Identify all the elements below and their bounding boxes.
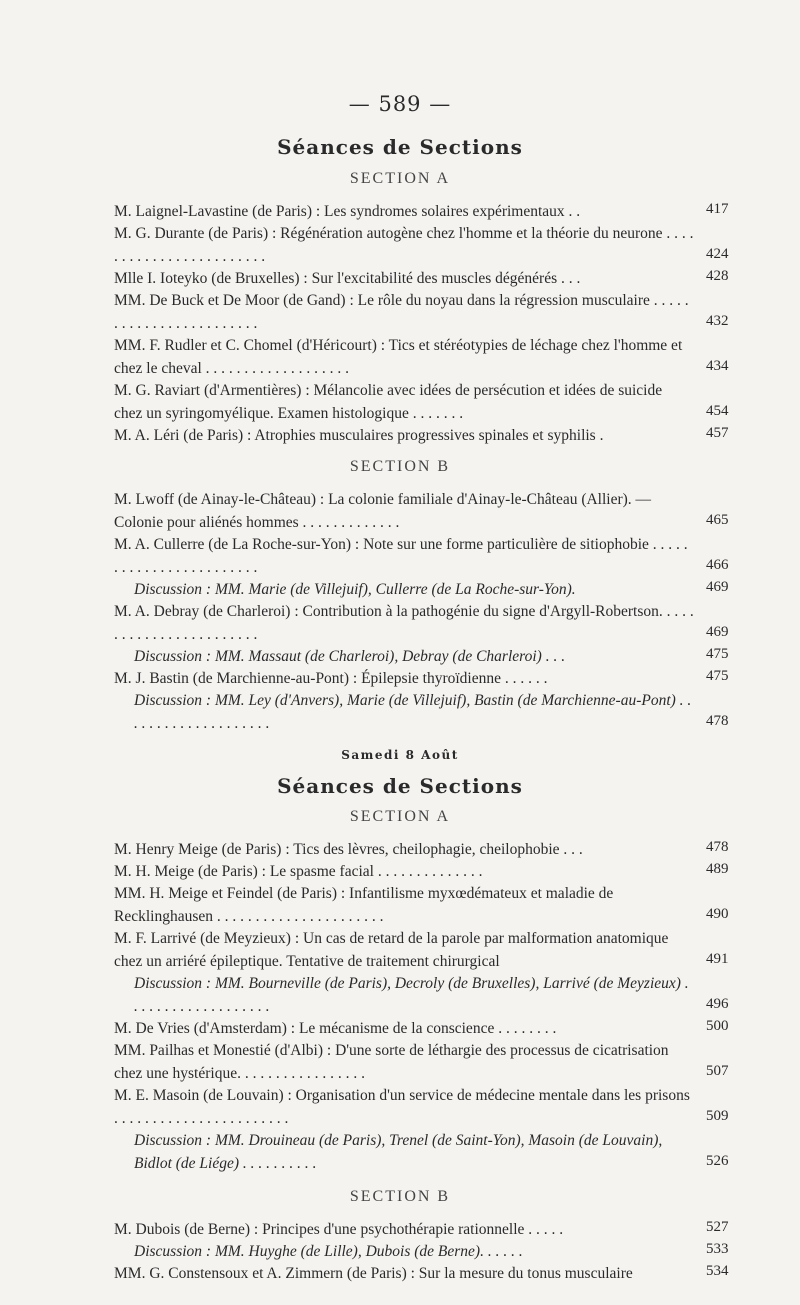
entry-b2-2: MM. G. Constensoux et A. Zimmern (de Paris) : Sur la mesure du tonus musculaire [114, 1265, 633, 1282]
section-a-title-1: SECTION A [349, 170, 451, 187]
entry-a2-7-page: 509 [706, 1108, 729, 1124]
entry-a1-4: MM. F. Rudler et C. Chomel (d'Héricourt) : Tics et stéréotypies de léchage chez l'homme et chez le cheval . . . . . . . . . . . . . . . . . . . [114, 337, 683, 377]
entry-a1-3: MM. De Buck et De Moor (de Gand) : Le rôle du noyau dans la régression musculaire . . . . . . . . . . . . . . . . . . . . . . . . [114, 292, 689, 332]
entry-b1-5: M. J. Bastin (de Marchienne-au-Pont) : Épilepsie thyroïdienne . . . . . . [114, 670, 548, 687]
entry-a1-5-page: 454 [706, 403, 729, 419]
entry-a1-1-page: 424 [706, 246, 729, 262]
entry-a2-0: M. Henry Meige (de Paris) : Tics des lèvres, cheilophagie, cheilophobie . . . [114, 841, 583, 858]
entry-b1-2-page: 469 [706, 579, 729, 595]
entry-b1-6-page: 478 [706, 713, 729, 729]
entry-a1-5: M. G. Raviart (d'Armentières) : Mélancolie avec idées de persécution et idées de suicide chez un syringomyélique. Examen histologique . . . . . . . [114, 382, 663, 422]
entry-b1-0-page: 465 [706, 512, 729, 528]
entry-b1-1-page: 466 [706, 557, 729, 573]
entry-b1-3: M. A. Debray (de Charleroi) : Contribution à la pathogénie du signe d'Argyll-Robertson. . . . . . . . . . . . . . . . . . . . . . . . [114, 603, 694, 643]
entry-a1-6: M. A. Léri (de Paris) : Atrophies musculaires progressives spinales et syphilis . [114, 427, 604, 444]
entry-a1-2-page: 428 [706, 268, 729, 284]
entry-b1-5-page: 475 [706, 668, 729, 684]
entry-a2-1: M. H. Meige (de Paris) : Le spasme facial . . . . . . . . . . . . . . [114, 863, 483, 880]
entry-a1-0: M. Laignel-Lavastine (de Paris) : Les syndromes solaires expérimentaux . . [114, 203, 581, 220]
heading-seances-1: Séances de Sections [277, 135, 523, 159]
entry-b2-2-page: 534 [706, 1263, 729, 1279]
entry-a2-4-discussion: Discussion : MM. Bourneville (de Paris), Decroly (de Bruxelles), Larrivé (de Meyzieux) . . . . . . . . . . . . . . . . . . . [134, 975, 689, 1015]
entry-a2-3-page: 491 [706, 951, 729, 967]
entry-a2-8-discussion: Discussion : MM. Drouineau (de Paris), Trenel (de Saint-Yon), Masoin (de Louvain), Bidlot (de Liége) . . . . . . . . . . [134, 1132, 663, 1172]
entry-b1-4-discussion: Discussion : MM. Massaut (de Charleroi), Debray (de Charleroi) . . . [134, 648, 566, 665]
entry-b1-4-page: 475 [706, 646, 729, 662]
section-b-title-1: SECTION B [349, 458, 451, 475]
entry-a2-6: MM. Pailhas et Monestié (d'Albi) : D'une sorte de léthargie des processus de cicatrisation chez une hystérique. . . . . . . . . . . . . . . . . [114, 1042, 669, 1082]
entry-a1-2: Mlle I. Ioteyko (de Bruxelles) : Sur l'excitabilité des muscles dégénérés . . . [114, 270, 581, 287]
entry-b2-1-page: 533 [706, 1241, 729, 1257]
entry-a2-6-page: 507 [706, 1063, 729, 1079]
entry-a1-4-page: 434 [706, 358, 729, 374]
entry-b1-1: M. A. Cullerre (de La Roche-sur-Yon) : Note sur une forme particulière de sitiophobie . . . . . . . . . . . . . . . . . . . . . . . . [114, 536, 688, 576]
entry-b1-6-discussion: Discussion : MM. Ley (d'Anvers), Marie (de Villejuif), Bastin (de Marchienne-au-Pont) . . . . . . . . . . . . . . . . . . . . [134, 692, 692, 732]
entry-a1-1: M. G. Durante (de Paris) : Régénération autogène chez l'homme et la théorie du neurone . . . . . . . . . . . . . . . . . . . . . . . . [114, 225, 694, 265]
day-heading: Samedi 8 Août [341, 748, 459, 762]
entry-a2-0-page: 478 [706, 839, 729, 855]
entry-a2-7: M. E. Masoin (de Louvain) : Organisation d'un service de médecine mentale dans les prisons . . . . . . . . . . . . . . . . . . . . . . . [114, 1087, 690, 1127]
entry-a2-5-page: 500 [706, 1018, 729, 1034]
entry-a2-2: MM. H. Meige et Feindel (de Paris) : Infantilisme myxœdémateux et maladie de Recklinghausen . . . . . . . . . . . . . . . . . . . . . . [114, 885, 614, 925]
section-a-title-2: SECTION A [349, 808, 451, 825]
entry-a2-3: M. F. Larrivé (de Meyzieux) : Un cas de retard de la parole par malformation anatomique chez un arriéré épileptique. Tentative de traitement chirurgical [114, 930, 669, 970]
entry-b2-1-discussion: Discussion : MM. Huyghe (de Lille), Dubois (de Berne). . . . . . [134, 1243, 523, 1260]
entry-a2-1-page: 489 [706, 861, 729, 877]
entry-b2-0-page: 527 [706, 1219, 729, 1235]
entry-a1-0-page: 417 [706, 201, 729, 217]
entry-b1-2-discussion: Discussion : MM. Marie (de Villejuif), Cullerre (de La Roche-sur-Yon). [134, 581, 576, 598]
entry-a2-4-page: 496 [706, 996, 729, 1012]
heading-seances-2: Séances de Sections [277, 774, 523, 798]
entry-b1-0: M. Lwoff (de Ainay-le-Château) : La colonie familiale d'Ainay-le-Château (Allier). — Colonie pour aliénés hommes . . . . . . . . . . . . . [114, 491, 652, 531]
entry-b2-0: M. Dubois (de Berne) : Principes d'une psychothérapie rationnelle . . . . . [114, 1221, 564, 1238]
section-b-title-2: SECTION B [349, 1188, 451, 1205]
entry-a2-5: M. De Vries (d'Amsterdam) : Le mécanisme de la conscience . . . . . . . . [114, 1020, 557, 1037]
page-number: — 589 — [348, 92, 452, 116]
entry-b1-3-page: 469 [706, 624, 729, 640]
entry-a1-3-page: 432 [706, 313, 729, 329]
entry-a2-2-page: 490 [706, 906, 729, 922]
entry-a2-8-page: 526 [706, 1153, 729, 1169]
entry-a1-6-page: 457 [706, 425, 729, 441]
